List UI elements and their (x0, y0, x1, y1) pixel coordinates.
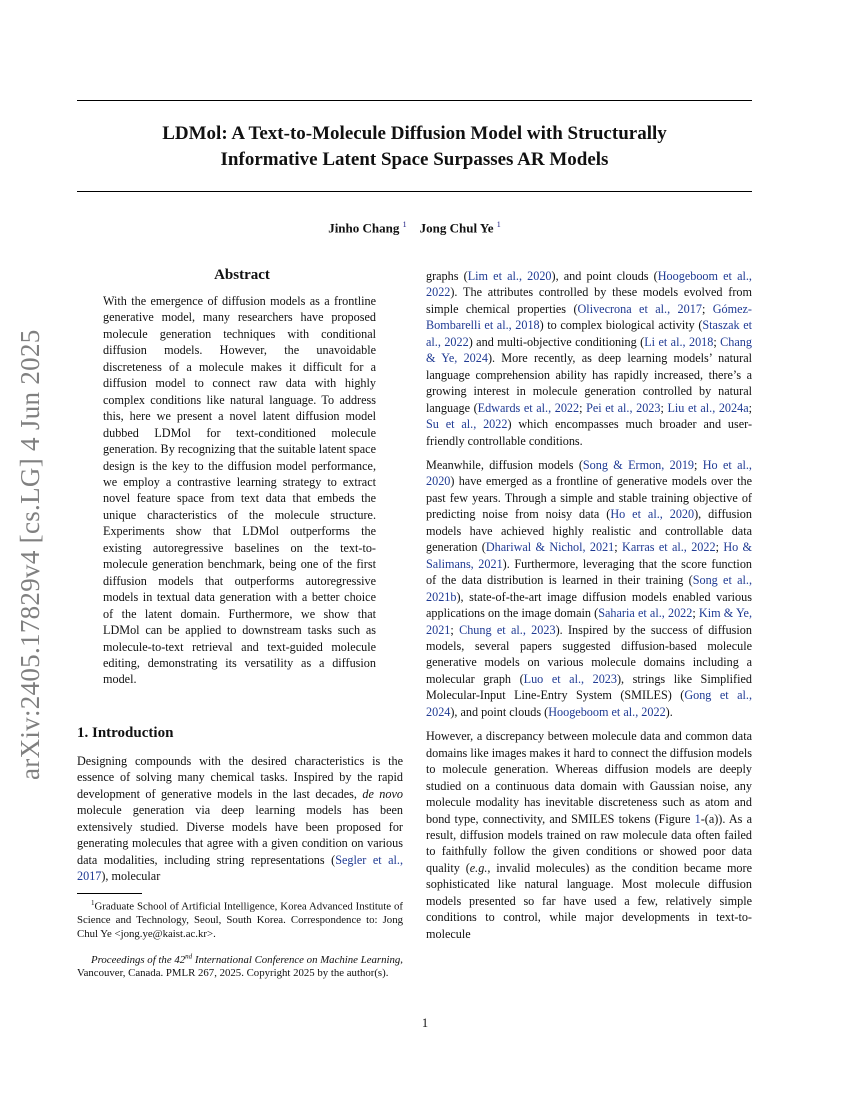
citation-link[interactable]: Chung et al., 2023 (459, 622, 556, 637)
citation-link[interactable]: Karras et al., 2022 (622, 540, 716, 555)
figure-link[interactable]: 1 (694, 811, 701, 826)
text-run: ), molecular (101, 869, 161, 884)
text-run: ; (614, 540, 623, 555)
paper-title (77, 121, 752, 173)
page-number: 1 (421, 1016, 429, 1030)
text-run: ; (692, 606, 699, 621)
citation-link[interactable]: Gong et al., 2024 (426, 688, 752, 719)
text-run: ), and point clouds ( (450, 704, 549, 719)
text-run: ; (748, 400, 753, 415)
footnote-mark: 1 (91, 899, 95, 907)
footnote-text: Graduate School of Artificial Intelligence, Korea Advanced Institute of Science and Technology, Seoul, South Korea. Correspondence to: Jong Chul Ye <jong.ye@kaist.ac.kr>. (77, 900, 403, 941)
citation-link[interactable]: Su et al., 2022 (426, 417, 508, 432)
citation-link[interactable]: Song et al., 2021b (426, 573, 752, 604)
arxiv-stamp: arXiv:2405.17829v4 [cs.LG] 4 Jun 2025 (15, 329, 45, 780)
abstract-heading: Abstract (214, 267, 270, 283)
text-run: 42 (174, 953, 186, 966)
text-run: , invalid molecules) as the condition became more sophisticated like natural language. Most molecule diffusion models presented so far have used a few, relatively simple conditions to control, while major developments in text-to-molecule (426, 860, 752, 941)
text-run: Designing compounds with the desired characteristics is the essence of solving many chemical tasks. Inspired by the rapid development of generative models in the last decades, (77, 754, 403, 801)
text-run: ). (665, 704, 673, 719)
citation-link[interactable]: Ho et al., 2020 (426, 457, 752, 489)
footnotes (77, 897, 403, 981)
text-run: ), state-of-the-art image diffusion models enabled various applications on the image domain ( (426, 589, 752, 621)
text-run: ) which encompasses much broader and user-friendly controllable conditions. (426, 417, 753, 448)
right-column (426, 268, 752, 942)
text-run: graphs ( (426, 269, 468, 283)
text-run: ), and point clouds ( (551, 269, 658, 283)
citation-link[interactable]: Gómez-Bombarelli et al., 2018 (426, 301, 752, 333)
footnote-rule (77, 893, 142, 894)
citation-link[interactable]: Edwards et al., 2022 (477, 400, 580, 415)
citation-link[interactable]: Staszak et al., 2022 (426, 318, 752, 349)
citation-link[interactable]: Pei et al., 2023 (586, 400, 661, 415)
text-run: ) have emerged as a frontline of generative models over the past few years. Through a simple and stable training objective of predicting noise from noisy data ( (426, 474, 752, 522)
author-name: Jinho Chang (328, 220, 400, 236)
citation-link[interactable]: Li et al., 2018 (644, 334, 714, 349)
affiliation-mark: 1 (496, 220, 501, 229)
text-run: Proceedings of the (91, 953, 175, 966)
citation-link[interactable]: Ho & Salimans, 2021 (426, 540, 753, 571)
emphasis: de novo (362, 786, 403, 801)
citation-link[interactable]: Luo et al., 2023 (523, 671, 617, 686)
citation-link[interactable]: Hoogeboom et al., 2022 (548, 704, 666, 719)
text-run: However, a discrepancy between molecule data and common data domains like images makes it hard to connect the diffusion models to molecule generation. Whereas diffusion models are deeply studied on a continuous data domain with Gaussian noise, any molecule modality has inevitable discreteness such as atom and bond type, connectivity, and SMILES tokens (Figure (426, 729, 752, 826)
paragraph (426, 728, 752, 942)
title-bottom-rule (77, 191, 752, 192)
citation-link[interactable]: Kim & Ye, 2021 (426, 606, 752, 637)
author-list (77, 220, 752, 236)
citation-link[interactable]: Chang & Ye, 2024 (426, 334, 752, 366)
text-run: ; (713, 334, 721, 349)
affiliation-mark: 1 (402, 220, 407, 229)
citation-link[interactable]: Dhariwal & Nichol, 2021 (485, 540, 615, 555)
intro-paragraph (77, 753, 403, 885)
text-run: -(a)). As a result, diffusion models trained on raw molecule data often failed to faithfully follow the given conditions or showed poor data quality ( (426, 811, 752, 875)
text-run: ). Inspired by the success of diffusion models, several papers suggested diffusion-based molecule generative models on various molecule domains including a molecular graph ( (426, 622, 752, 686)
citation-link[interactable]: Olivecrona et al., 2017 (577, 301, 702, 316)
title-line-2: Informative Latent Space Surpasses AR Models (220, 149, 609, 170)
abstract-text: With the emergence of diffusion models as a frontline generative model, many researchers have proposed molecule generation techniques with conditional diffusion models. However, the unavoidable discreteness of a molecule makes it difficult for a diffusion model to connect raw data with highly complex conditions like natural language. To address this, here we present a novel latent diffusion model dubbed LDMol for text-conditioned molecule generation. By recognizing that the suitable latent space design is the key to the diffusion model performance, we employ a contrastive learning strategy to extract novel feature space from text data that embeds the unique characteristics of the molecule structure. Experiments show that LDMol outperforms the existing autoregressive baselines on the text-to-molecule generation benchmark, being one of the first diffusion models that outperforms autoregressive models in textual data generation with a better choice of the latent domain. Furthermore, we show that LDMol can be applied to downstream tasks such as molecule-to-text retrieval and text-guided molecule editing, demonstrating its versatility as a diffusion model. (103, 294, 376, 687)
text-run: molecule generation via deep learning models has been extensively studied. Diverse models have been proposed for generating molecules that agree with a given condition on various data modalities, including string representations ( (77, 803, 403, 867)
text-run: ; (701, 301, 713, 316)
citation-link[interactable]: Liu et al., 2024a (667, 400, 749, 415)
abstract-body (103, 293, 376, 688)
text-run: ). More recently, as deep learning models’ natural language comprehension ability has rapidly increased, there’s a growing interest in molecule generation controlled by natural language ( (426, 351, 752, 415)
text-run: ; (450, 622, 460, 637)
text-run: ; (694, 457, 703, 472)
citation-link[interactable]: Saharia et al., 2022 (598, 606, 693, 621)
text-run: ; (660, 400, 668, 415)
citation-link[interactable]: Hoogeboom et al., 2022 (426, 269, 752, 300)
citation-link[interactable]: Song & Ermon, 2019 (582, 457, 695, 472)
emphasis: e.g. (469, 860, 488, 875)
text-run: ) and multi-objective conditioning ( (468, 334, 645, 349)
proceedings-note (77, 950, 403, 981)
text-run: ) to complex biological activity ( (539, 318, 703, 333)
paragraph (426, 268, 752, 449)
citation-link[interactable]: Lim et al., 2020 (467, 269, 552, 283)
title-line-1: LDMol: A Text-to-Molecule Diffusion Model with Structurally (162, 123, 667, 144)
citation-link[interactable]: Ho et al., 2020 (610, 507, 695, 522)
text-run: ). Furthermore, leveraging that the score function of the data distribution is learned in their training ( (426, 556, 753, 588)
author-name: Jong Chul Ye (419, 220, 494, 236)
text-run: ), diffusion models have achieved highly realistic and controllable data generation ( (426, 507, 752, 555)
text-run: International Conference on Machine Learning (192, 953, 401, 966)
text-run: ), strings like Simplified Molecular-Input Line-Entry System (SMILES) ( (426, 671, 752, 703)
affiliation-footnote (77, 897, 403, 942)
text-run: ; (715, 540, 724, 555)
paragraph (77, 753, 403, 885)
superscript: nd (185, 951, 193, 960)
section-heading: 1. Introduction (77, 725, 174, 741)
text-run: ). The attributes controlled by these models evolved from simple chemical properties ( (426, 285, 752, 316)
paragraph (426, 457, 752, 720)
citation-link[interactable]: Segler et al., 2017 (77, 852, 404, 884)
text-run: ; (579, 400, 587, 415)
text-run: , Vancouver, Canada. PMLR 267, 2025. Copyright 2025 by the author(s). (77, 953, 403, 980)
text-run: Meanwhile, diffusion models ( (426, 457, 583, 472)
top-rule (77, 100, 752, 101)
